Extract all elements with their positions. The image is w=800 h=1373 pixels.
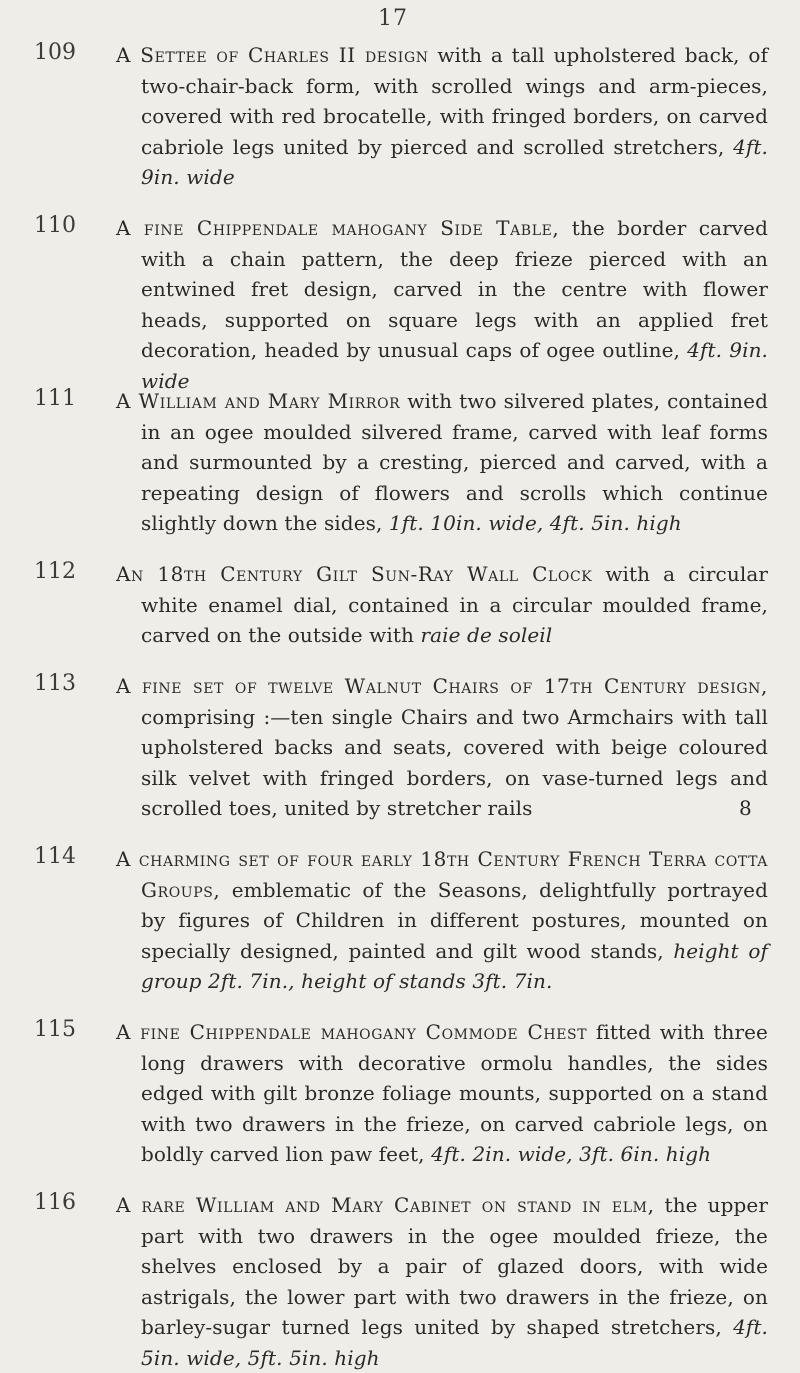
lot-description: A fine set of twelve Walnut Chairs of 17th Century design, comprising :—ten single Chairs and two Armchairs with tall upholstered backs and seats, covered with beige coloured silk velvet with fringed borders, on vase-turned legs and scrolled toes, united by stretcher rails 8: [116, 674, 768, 820]
lot-heading: A Settee of Charles II design: [116, 43, 429, 67]
lot-dimensions: 1ft. 10in. wide, 4ft. 5in. high: [388, 511, 682, 535]
lot-heading: A fine Chippendale mahogany Commode Chest: [116, 1020, 588, 1044]
lot-heading: A fine set of twelve Walnut Chairs of 17th Century design,: [116, 674, 768, 698]
page-number: 17: [378, 6, 408, 31]
lot-description: [116, 1190, 768, 1373]
lot-heading: A William and Mary Mirror: [116, 389, 401, 413]
lot-number: 115: [34, 1017, 76, 1042]
lot-heading: A charming set of four early 18th Century French Terra cotta Groups,: [116, 847, 768, 902]
lot-number: 113: [34, 671, 76, 696]
lot-body: with a circular white enamel dial, contained in a circular moulded frame, carved on the outside with: [141, 562, 769, 647]
lot-dimensions: raie de soleil: [420, 623, 553, 647]
lot-description: [116, 40, 768, 193]
lot-number: 111: [34, 386, 76, 411]
lot-body: the border carved with a chain pattern, the deep frieze pierced with an entwined fret design, carved in the centre with flower heads, supported on square legs with an applied fret decoration, headed by unusual caps of ogee outline,: [141, 216, 768, 362]
lot-body: with a tall upholstered back, of two-chair-back form, with scrolled wings and arm-pieces, covered with red brocatelle, with fringed borders, on carved cabriole legs united by pierced and scrolled stretchers,: [141, 43, 768, 159]
lot-description: [116, 844, 768, 997]
lot-dimensions: 4ft. 5in. wide, 5ft. 5in. high: [141, 1315, 768, 1370]
lot-description: [116, 386, 768, 539]
lot-heading: A fine Chippendale mahogany Side Table,: [116, 216, 560, 240]
lot-body: with two silvered plates, contained in an ogee moulded silvered frame, carved with leaf forms and surmounted by a cresting, pierced and carved, with a repeating design of flowers and scrolls which continue slightly down the sides,: [141, 389, 768, 535]
lot-body: the upper part with two drawers in the ogee moulded frieze, the shelves enclosed by a pair of glazed doors, with wide astrigals, the lower part with two drawers in the frieze, on barley-sugar turned legs united by shaped stretchers,: [141, 1193, 769, 1339]
lot-number: 109: [34, 40, 76, 65]
lot-description: [116, 559, 768, 651]
lot-number: 112: [34, 559, 76, 584]
lot-number: 114: [34, 844, 76, 869]
lot-description: [116, 1017, 768, 1170]
lot-number: 110: [34, 213, 76, 238]
lot-dimensions: 4ft. 2in. wide, 3ft. 6in. high: [431, 1142, 712, 1166]
lot-description: [116, 213, 768, 396]
lot-dimensions: 4ft. 9in. wide: [141, 338, 769, 393]
lot-heading: An 18th Century Gilt Sun-Ray Wall Clock: [116, 562, 593, 586]
lot-heading: A rare William and Mary Cabinet on stand in elm,: [116, 1193, 655, 1217]
lot-body: fitted with three long drawers with decorative ormolu handles, the sides edged with gilt bronze foliage mounts, supported on a stand with two drawers in the frieze, on carved cabriole legs, on boldly carved lion paw feet,: [141, 1020, 768, 1166]
lot-body: emblematic of the Seasons, delightfully portrayed by figures of Children in different postures, mounted on specially designed, painted and gilt wood stands,: [141, 877, 768, 963]
lot-dimensions: 4ft. 9in. wide: [141, 134, 768, 189]
lot-dimensions: height of group 2ft. 7in., height of stands 3ft. 7in.: [141, 938, 768, 993]
lot-body: comprising :—ten single Chairs and two Armchairs with tall upholstered backs and seats, covered with beige coloured silk velvet with fringed borders, on vase-turned legs and scrolled toes, united by stretcher rails: [141, 704, 768, 820]
lot-number: 116: [34, 1190, 76, 1215]
